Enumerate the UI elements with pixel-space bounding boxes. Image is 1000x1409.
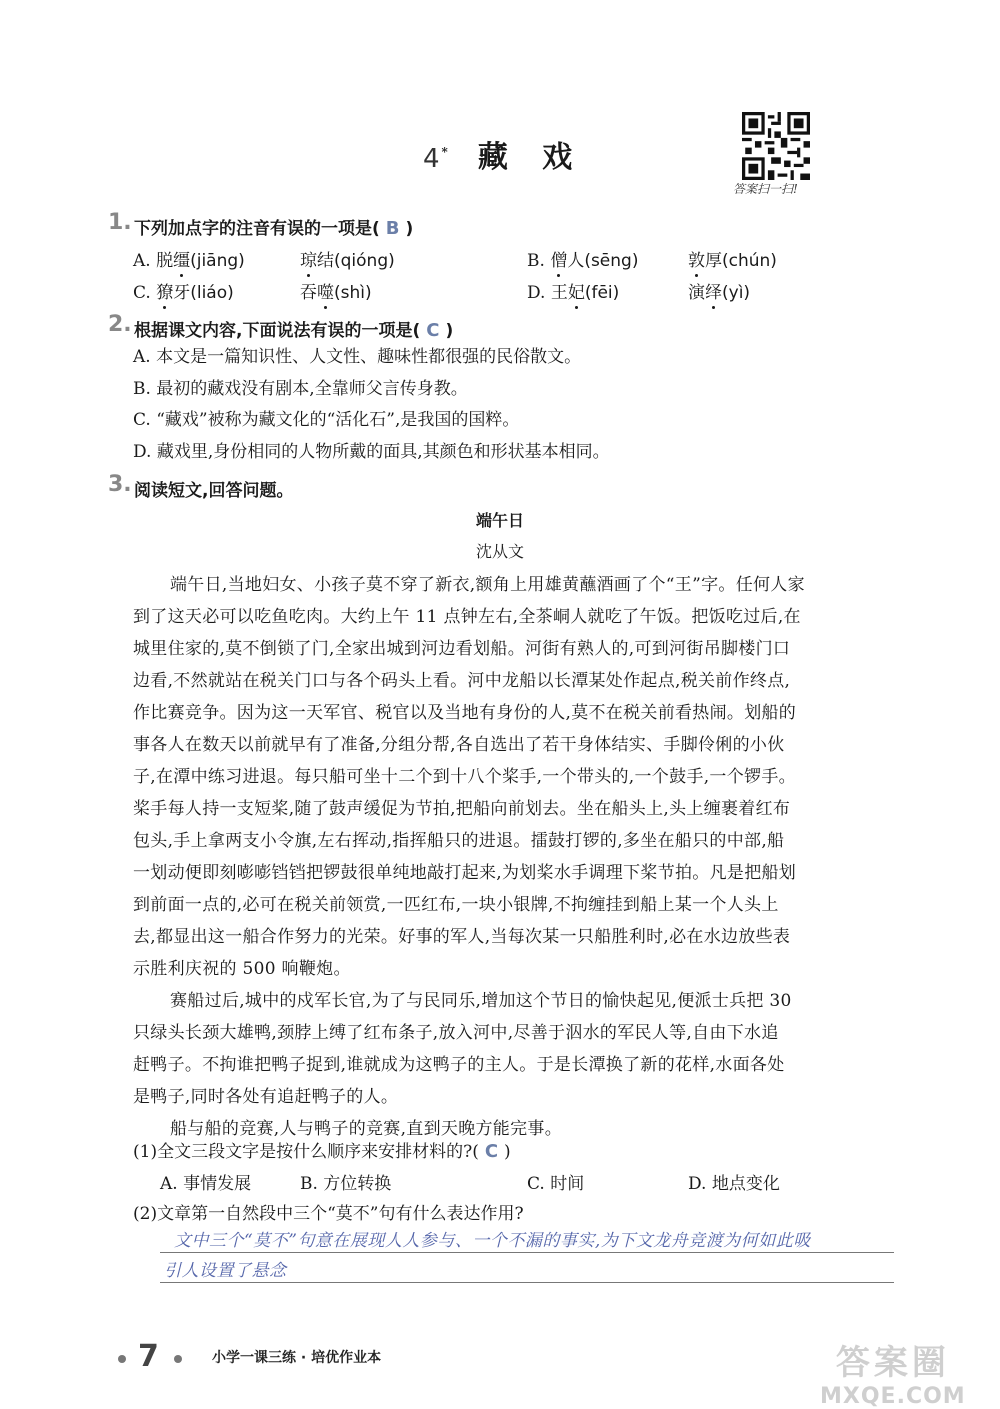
passage-line: 赛船过后,城中的戍军长官,为了与民同乐,增加这个节日的愉快起见,便派士兵把 30	[170, 991, 792, 1011]
passage-author: 沈从文	[475, 542, 524, 561]
passage-line: 只绿头长颈大雄鸭,颈脖上缚了红布条子,放入河中,尽善于泅水的军民人等,自由下水追	[133, 1023, 779, 1043]
passage-line: 一划动便即刻嘭嘭铛铛把锣鼓很单纯地敲打起来,为划桨水手调理下桨节拍。凡是把船划	[133, 863, 797, 883]
q3-sub2-answer-line1: 文中三个“莫不”句意在展现人人参与、一个不漏的事实,为下文龙舟竞渡为何如此吸	[174, 1231, 811, 1251]
q2-option-b: B. 最初的藏戏没有剧本,全靠师父言传身教。	[133, 379, 468, 399]
q3-sub1-answer: C	[484, 1141, 499, 1162]
q3-sub1-option-b: B. 方位转换	[300, 1174, 392, 1194]
q1-option-a2: 琼结(qióng)	[300, 246, 395, 271]
lesson-title	[423, 132, 584, 176]
q1-option-c: C. 獠牙(liáo)	[133, 278, 234, 303]
footer-dot-left	[118, 1355, 126, 1363]
q3-number: 3.	[108, 472, 132, 497]
answer-line-1[interactable]	[160, 1226, 894, 1253]
q1-option-a: A. 脱缰(jiāng)	[133, 246, 245, 271]
q3-sub2-answer-line2: 引人设置了悬念	[164, 1261, 287, 1281]
passage-title: 端午日	[475, 511, 524, 530]
q3-sub1-option-a: A. 事情发展	[160, 1174, 252, 1194]
q3-sub1-option-d: D. 地点变化	[688, 1174, 780, 1194]
passage-line: 事各人在数天以前就早有了准备,分组分帮,各自选出了若干身体结实、手脚伶俐的小伙	[133, 735, 785, 755]
qr-code-icon[interactable]	[742, 112, 810, 180]
qr-caption: 答案扫一扫!	[733, 182, 798, 196]
q1-option-d: D. 王妃(fēi)	[527, 278, 619, 303]
q1-stem: 下列加点字的注音有误的一项是( B )	[134, 218, 414, 239]
q3-sub1-stem: (1)全文三段文字是按什么顺序来安排材料的?( C )	[133, 1141, 511, 1162]
watermark-top: 答案圈	[835, 1343, 950, 1383]
q2-option-a: A. 本文是一篇知识性、人文性、趣味性都很强的民俗散文。	[133, 347, 582, 367]
passage-line: 赶鸭子。不拘谁把鸭子捉到,谁就成为这鸭子的主人。于是长潭换了新的花样,水面各处	[133, 1055, 785, 1075]
q1-option-d2: 演绎(yì)	[688, 278, 750, 303]
passage-line: 子,在潭中练习进退。每只船可坐十二个到十八个桨手,一个带头的,一个鼓手,一个锣手。	[133, 767, 796, 787]
book-title: 小学一课三练 · 培优作业本	[212, 1350, 382, 1366]
q3-stem: 阅读短文,回答问题。	[134, 481, 294, 501]
watermark-logo	[820, 1335, 966, 1409]
passage-line: 城里住家的,莫不倒锁了门,全家出城到河边看划船。河街有熟人的,可到河街吊脚楼门口	[133, 639, 791, 659]
answer-line-2[interactable]	[160, 1256, 894, 1283]
lesson-number: 4	[423, 144, 440, 174]
q3-sub1-option-c: C. 时间	[527, 1174, 585, 1194]
passage-line: 包头,手上拿两支小令旗,左右挥动,指挥船只的进退。擂鼓打锣的,多坐在船只的中部,船	[133, 831, 785, 851]
lesson-star: *	[441, 145, 448, 159]
passage-line: 到前面一点的,必可在税关前领赏,一匹红布,一块小银牌,不拘缠挂到船上某一个人头上	[133, 895, 779, 915]
q2-number: 2.	[108, 312, 132, 337]
q2-answer: C	[426, 320, 440, 341]
footer-dot-right	[174, 1355, 182, 1363]
q1-answer: B	[385, 218, 400, 239]
q2-stem: 根据课文内容,下面说法有误的一项是( C )	[134, 320, 454, 341]
page-number: 7	[138, 1339, 159, 1374]
lesson-name: 藏 戏	[477, 140, 585, 175]
passage-line: 端午日,当地妇女、小孩子莫不穿了新衣,额角上用雄黄蘸酒画了个“王”字。任何人家	[170, 575, 805, 595]
watermark-bottom: MXQE.COM	[820, 1384, 966, 1409]
passage-line: 是鸭子,同时各处有追赶鸭子的人。	[133, 1087, 399, 1107]
passage-line: 作比赛竞争。因为这一天军官、税官以及当地有身份的人,莫不在税关前看热闹。划船的	[133, 703, 797, 723]
q1-option-b2: 敦厚(chún)	[688, 246, 777, 271]
q1-option-b: B. 僧人(sēng)	[527, 246, 638, 271]
passage-line: 船与船的竞赛,人与鸭子的竞赛,直到天晚方能完事。	[170, 1119, 563, 1139]
passage-line: 边看,不然就站在税关门口与各个码头上看。河中龙船以长潭某处作起点,税关前作终点,	[133, 671, 791, 691]
passage-line: 桨手每人持一支短桨,随了鼓声缓促为节拍,把船向前划去。坐在船头上,头上缠裹着红布	[133, 799, 791, 819]
passage-line: 去,都显出这一船合作努力的光荣。好事的军人,当每次某一只船胜利时,必在水边放些表	[133, 927, 791, 947]
q2-option-c: C. “藏戏”被称为藏文化的“活化石”,是我国的国粹。	[133, 410, 520, 430]
q2-option-d: D. 藏戏里,身份相同的人物所戴的面具,其颜色和形状基本相同。	[133, 442, 610, 462]
q1-option-c2: 吞噬(shì)	[300, 278, 372, 303]
passage-line: 到了这天必可以吃鱼吃肉。大约上午 11 点钟左右,全茶峒人就吃了午饭。把饭吃过后,在	[133, 607, 801, 627]
passage-line: 示胜利庆祝的 500 响鞭炮。	[133, 959, 351, 979]
q1-number: 1.	[108, 210, 132, 235]
q3-sub2-stem: (2)文章第一自然段中三个“莫不”句有什么表达作用?	[133, 1204, 524, 1224]
